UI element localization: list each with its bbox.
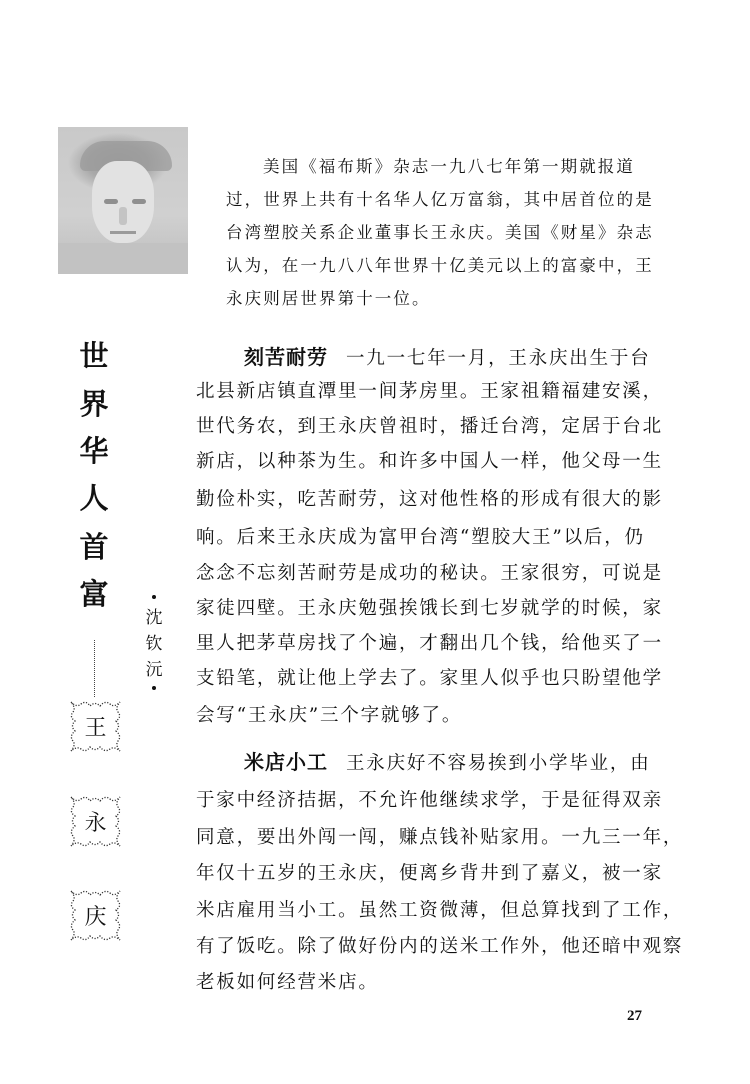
body-line: 勤俭朴实，吃苦耐劳，这对他性格的形成有很大的影 xyxy=(196,489,663,510)
author-char: 钦 xyxy=(145,634,163,654)
body-line: 里人把茅草房找了个遍，才翻出几个钱，给他买了一 xyxy=(196,633,663,654)
intro-line: 认为，在一九八八年世界十亿美元以上的富豪中，王 xyxy=(226,256,654,275)
body-text: 王永庆好不容易挨到小学毕业，由 xyxy=(346,753,651,774)
body-line: 世代务农，到王永庆曾祖时，播迁台湾，定居于台北 xyxy=(196,416,663,437)
title-char: 世 xyxy=(79,339,109,373)
intro-line: 永庆则居世界第十一位。 xyxy=(226,289,431,308)
body-line: 响。后来王永庆成为富甲台湾“塑胶大王”以后，仍 xyxy=(196,527,645,548)
section-first-line xyxy=(244,752,651,774)
body-line: 北县新店镇直潭里一间茅房里。王家祖籍福建安溪， xyxy=(196,381,663,402)
section-first-line xyxy=(244,347,651,369)
page-number: 27 xyxy=(627,1008,642,1024)
intro-line: 台湾塑胶关系企业董事长王永庆。美国《财星》杂志 xyxy=(226,223,654,242)
subject-char: 庆 xyxy=(84,905,107,930)
author-char: 沅 xyxy=(145,660,163,680)
body-line: 念念不忘刻苦耐劳是成功的秘诀。王家很穷，可说是 xyxy=(196,563,663,584)
decorative-frame xyxy=(67,887,124,944)
body-line: 有了饭吃。除了做好份内的送米工作外，他还暗中观察 xyxy=(196,936,684,957)
body-text: 一九一七年一月，王永庆出生于台 xyxy=(346,348,651,369)
portrait-photo xyxy=(58,127,188,274)
title-char: 首 xyxy=(79,530,109,564)
bullet-dot-icon xyxy=(152,595,156,599)
body-line: 于家中经济拮据，不允许他继续求学，于是征得双亲 xyxy=(196,790,663,811)
decorative-frame xyxy=(67,698,124,755)
decorative-frame xyxy=(67,793,124,850)
body-line: 同意，要出外闯一闯，赚点钱补贴家用。一九三一年， xyxy=(196,827,684,848)
section-heading: 刻苦耐劳 xyxy=(244,345,328,369)
bullet-dot-icon xyxy=(152,686,156,690)
title-char: 界 xyxy=(79,387,109,421)
body-line: 米店雇用当小工。虽然工资微薄，但总算找到了工作， xyxy=(196,900,684,921)
intro-line: 美国《福布斯》杂志一九八七年第一期就报道 xyxy=(263,157,635,176)
body-line: 家徒四壁。王永庆勉强挨饿长到七岁就学的时候，家 xyxy=(196,598,663,619)
body-line: 会写“王永庆”三个字就够了。 xyxy=(196,705,463,726)
title-char: 人 xyxy=(79,481,109,515)
title-char: 富 xyxy=(79,577,109,611)
author-char: 沈 xyxy=(145,608,163,628)
body-line: 老板如何经营米店。 xyxy=(196,972,379,993)
subject-char: 王 xyxy=(84,716,107,741)
body-line: 支铅笔，就让他上学去了。家里人似乎也只盼望他学 xyxy=(196,668,663,689)
subject-char: 永 xyxy=(84,811,107,836)
section-heading: 米店小工 xyxy=(244,750,328,774)
title-char: 华 xyxy=(79,434,109,468)
intro-line: 过，世界上共有十名华人亿万富翁，其中居首位的是 xyxy=(226,190,654,209)
dotted-divider xyxy=(94,640,95,697)
body-line: 新店，以种茶为生。和许多中国人一样，他父母一生 xyxy=(196,451,663,472)
body-line: 年仅十五岁的王永庆，便离乡背井到了嘉义，被一家 xyxy=(196,863,663,884)
